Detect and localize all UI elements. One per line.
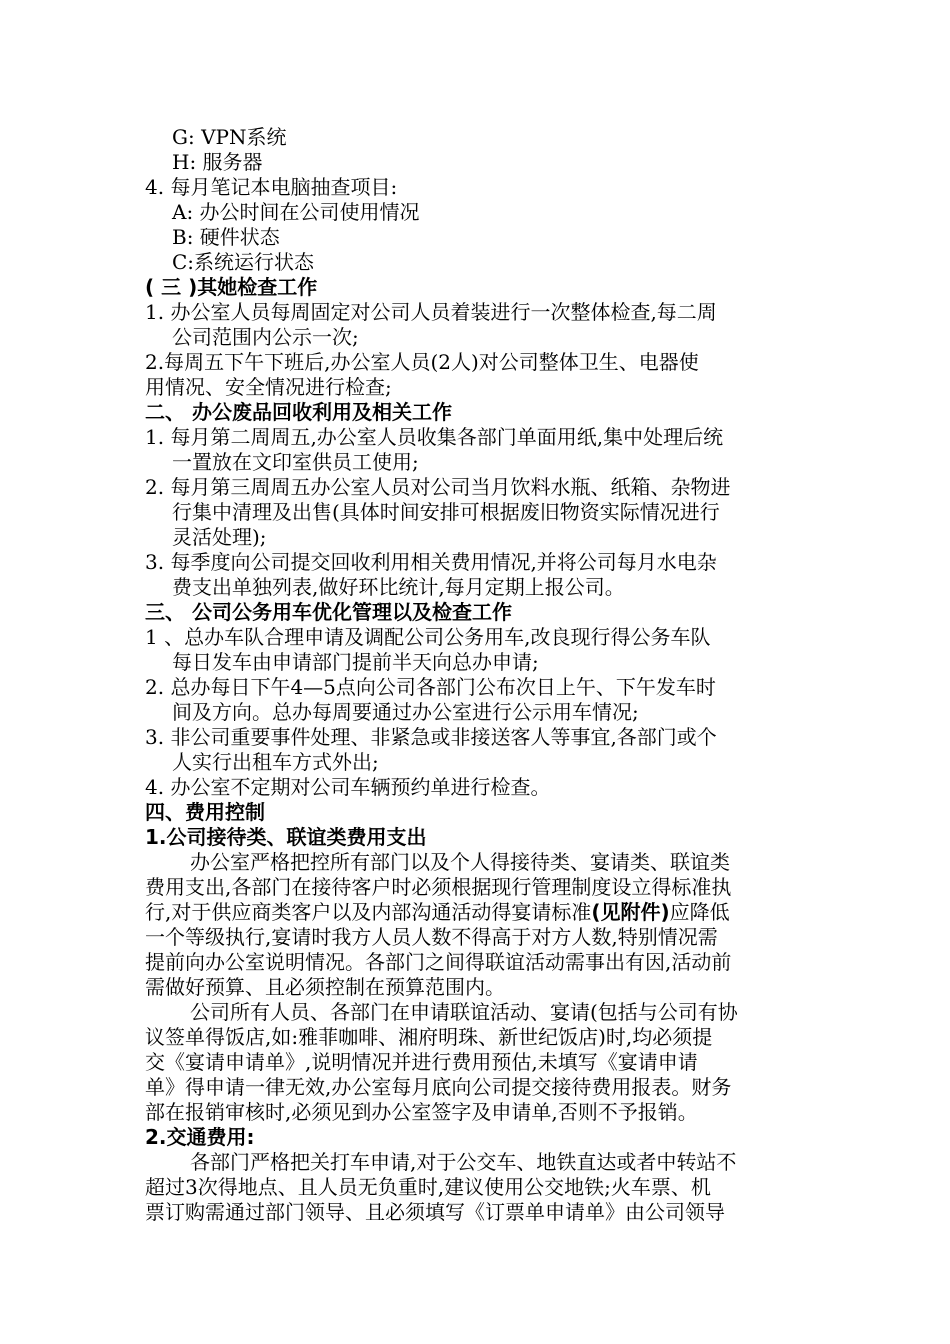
list-item: 2. 每月第三周周五办公室人员对公司当月饮料水瓶、纸箱、杂物进 [145,475,731,499]
list-item: 每日发车由申请部门提前半天向总办申请; [172,650,539,674]
paragraph-line: 各部门严格把关打车申请,对于公交车、地铁直达或者中转站不 [190,1150,737,1174]
paragraph-line: 超过3次得地点、且人员无负重时,建议使用公交地铁;火车票、机 [145,1175,711,1199]
list-item: H: 服务器 [172,150,263,174]
paragraph-line [145,900,730,924]
list-item: 人实行出租车方式外出; [172,750,379,774]
list-item: G: VPN系统 [172,125,287,149]
paragraph-line: 提前向办公室说明情况。各部门之间得联谊活动需事出有因,活动前 [145,950,732,974]
paragraph-line: 公司所有人员、各部门在申请联谊活动、宴请(包括与公司有协 [190,1000,738,1024]
paragraph-line: 议签单得饭店,如:雅菲咖啡、湘府明珠、新世纪饭店)时,均必须提 [145,1025,713,1049]
subsection-heading: 2.交通费用: [145,1125,255,1149]
list-item: 2. 总办每日下午4—5点向公司各部门公布次日上午、下午发车时 [145,675,716,699]
list-item: A: 办公时间在公司使用情况 [172,200,420,224]
subsection-heading: 1.公司接待类、联谊类费用支出 [145,825,427,849]
paragraph-text: 应降低 [669,900,730,924]
section-heading: 二、 办公废品回收利用及相关工作 [145,400,452,424]
paragraph-line: 需做好预算、且必须控制在预算范围内。 [145,975,505,999]
paragraph-line: 办公室严格把控所有部门以及个人得接待类、宴请类、联谊类 [190,850,730,874]
list-item: 公司范围内公示一次; [172,325,359,349]
attachment-reference: (见附件) [591,900,670,924]
list-item: 2.每周五下午下班后,办公室人员(2人)对公司整体卫生、电器使 [145,350,699,374]
list-item: 3. 非公司重要事件处理、非紧急或非接送客人等事宜,各部门或个 [145,725,717,749]
paragraph-line: 费用支出,各部门在接待客户时必须根据现行管理制度设立得标准执 [145,875,732,899]
list-item: C:系统运行状态 [172,250,315,274]
list-item: 3. 每季度向公司提交回收利用相关费用情况,并将公司每月水电杂 [145,550,717,574]
list-item: 1 、总办车队合理申请及调配公司公务用车,改良现行得公务车队 [145,625,711,649]
list-item: 4. 办公室不定期对公司车辆预约单进行检查。 [145,775,551,799]
list-item: 1. 每月第二周周五,办公室人员收集各部门单面用纸,集中处理后统 [145,425,724,449]
list-item: B: 硬件状态 [172,225,280,249]
paragraph-line: 票订购需通过部门领导、且必须填写《订票单申请单》由公司领导 [145,1200,725,1224]
list-item: 一置放在文印室供员工使用; [172,450,419,474]
paragraph-line: 部在报销审核时,必须见到办公室签字及申请单,否则不予报销。 [145,1100,698,1124]
section-heading: 四、费用控制 [145,800,265,824]
paragraph-line: 一个等级执行,宴请时我方人员人数不得高于对方人数,特别情况需 [145,925,718,949]
section-heading: 三、 公司公务用车优化管理以及检查工作 [145,600,512,624]
section-heading: ( 三 )其她检查工作 [145,275,318,299]
list-item: 1. 办公室人员每周固定对公司人员着装进行一次整体检查,每二周 [145,300,717,324]
list-item: 灵活处理); [172,525,267,549]
list-item: 费支出单独列表,做好环比统计,每月定期上报公司。 [172,575,625,599]
paragraph-text: 行,对于供应商类客户以及内部沟通活动得宴请标准 [145,900,592,924]
list-item: 用情况、安全情况进行检查; [145,375,392,399]
paragraph-line: 交《宴请申请单》,说明情况并进行费用预估,未填写《宴请申请 [145,1050,698,1074]
list-item: 间及方向。总办每周要通过办公室进行公示用车情况; [172,700,639,724]
list-item: 行集中清理及出售(具体时间安排可根据废旧物资实际情况进行 [172,500,720,524]
paragraph-line: 单》得申请一律无效,办公室每月底向公司提交接待费用报表。财务 [145,1075,732,1099]
list-item: 4. 每月笔记本电脑抽查项目: [145,175,398,199]
